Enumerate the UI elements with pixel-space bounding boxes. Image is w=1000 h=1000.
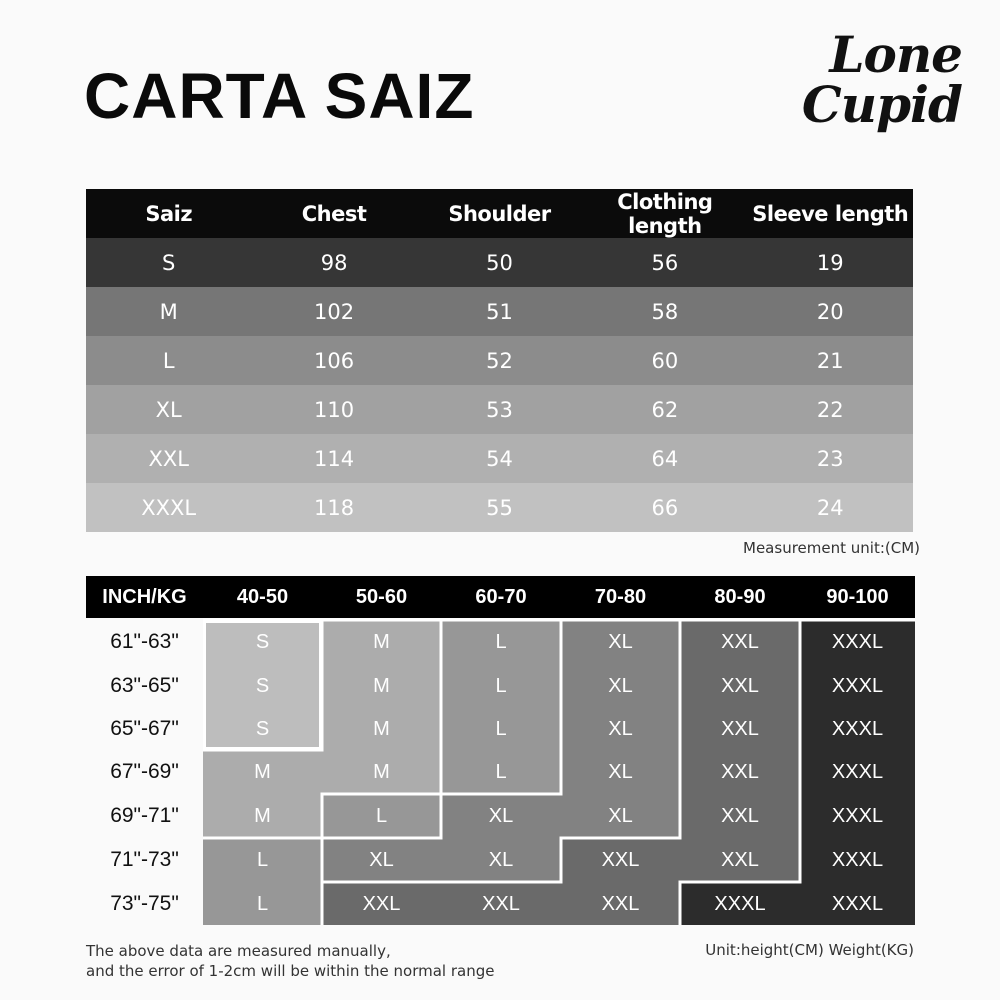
table-cell: 54 (417, 434, 582, 483)
table-cell: 56 (582, 238, 747, 287)
size-cell: M (373, 631, 390, 653)
table-row (86, 336, 913, 385)
table-cell: 106 (251, 336, 416, 385)
height-label: 73"-75" (110, 892, 179, 915)
weight-header: 70-80 (594, 586, 647, 608)
size-cell: XXL (721, 849, 759, 871)
size-table (86, 189, 913, 532)
size-cell: XL (369, 849, 394, 871)
size-cell: XXL (601, 893, 640, 915)
size-cell: XL (488, 849, 514, 871)
size-cell: XXL (721, 675, 759, 697)
table-cell: 62 (582, 385, 747, 434)
table-row (86, 434, 913, 483)
weight-header: 60-70 (475, 586, 527, 608)
table-cell: 20 (748, 287, 913, 336)
size-cell: M (373, 718, 390, 740)
size-table-header-row (86, 189, 913, 238)
size-cell: M (373, 675, 390, 697)
size-cell: XXL (601, 849, 640, 871)
table-cell: 50 (417, 238, 582, 287)
size-cell: XXL (721, 718, 759, 740)
size-cell: XXXL (831, 849, 884, 871)
size-cell: M (373, 761, 390, 783)
size-cell: L (375, 805, 388, 827)
table-cell: 19 (748, 238, 913, 287)
table-cell: 118 (251, 483, 416, 532)
table-cell: 51 (417, 287, 582, 336)
size-cell: M (254, 805, 271, 827)
table-cell: XXL (86, 434, 251, 483)
table-cell: 52 (417, 336, 582, 385)
size-cell: XXXL (831, 893, 884, 915)
size-cell: XXL (482, 893, 520, 915)
table-cell: 64 (582, 434, 747, 483)
disclaimer-line-2: and the error of 1-2cm will be within the normal range (86, 962, 495, 980)
table-cell: M (86, 287, 251, 336)
height-label: 71"-73" (110, 848, 179, 871)
size-cell: XL (608, 675, 633, 697)
table-cell: S (86, 238, 251, 287)
table-cell: L (86, 336, 251, 385)
table-cell: XXXL (86, 483, 251, 532)
size-cell: XL (608, 761, 633, 783)
size-cell: XXXL (714, 893, 766, 915)
table-cell: 58 (582, 287, 747, 336)
size-cell: XL (608, 718, 633, 740)
height-weight-size-chart (86, 576, 915, 925)
brand-logo: Lone Cupid (801, 25, 962, 134)
header-sleeve-length: Sleeve length (748, 189, 913, 238)
weight-header: 80-90 (714, 586, 766, 608)
table-cell: 66 (582, 483, 747, 532)
table-cell: 102 (251, 287, 416, 336)
weight-header: 40-50 (236, 586, 289, 608)
header-chest: Chest (251, 189, 416, 238)
size-cell: L (495, 631, 507, 653)
weight-header: 90-100 (826, 586, 889, 608)
weight-header: 50-60 (355, 586, 408, 608)
chart-corner-label: INCH/KG (102, 586, 187, 608)
disclaimer-line-1: The above data are measured manually, (86, 942, 391, 960)
size-cell: XXXL (831, 675, 884, 697)
table-cell: 23 (748, 434, 913, 483)
table-cell: 55 (417, 483, 582, 532)
size-cell: XXL (721, 761, 759, 783)
page-title: CARTA SAIZ (84, 60, 475, 132)
table-cell: 21 (748, 336, 913, 385)
size-cell: XXL (721, 805, 759, 827)
table-cell: XL (86, 385, 251, 434)
table-cell: 114 (251, 434, 416, 483)
units-note: Unit:height(CM) Weight(KG) (705, 941, 914, 959)
height-label: 69"-71" (110, 804, 179, 827)
size-cell: XXXL (831, 718, 884, 740)
size-cell: L (256, 849, 269, 871)
table-row (86, 483, 913, 532)
table-row (86, 385, 913, 434)
table-cell: 98 (251, 238, 416, 287)
header-clothing-length: Clothing length (582, 189, 747, 238)
header-size: Saiz (86, 189, 251, 238)
table-cell: 24 (748, 483, 913, 532)
size-cell: XXL (362, 893, 401, 915)
height-label: 65"-67" (110, 717, 179, 740)
size-cell: XXXL (831, 805, 884, 827)
height-label: 63"-65" (110, 674, 179, 697)
size-cell: L (256, 893, 269, 915)
size-cell: XXXL (831, 761, 884, 783)
size-cell: XXXL (831, 631, 884, 653)
table-cell: 22 (748, 385, 913, 434)
size-cell: S (255, 631, 270, 653)
header-shoulder: Shoulder (417, 189, 582, 238)
size-cell: S (255, 718, 270, 740)
table-row (86, 238, 913, 287)
table-row (86, 287, 913, 336)
table-cell: 60 (582, 336, 747, 385)
size-cell: XL (488, 805, 514, 827)
size-cell: M (254, 761, 271, 783)
height-label: 67"-69" (110, 760, 179, 783)
size-cell: S (255, 675, 270, 697)
size-cell: L (495, 675, 507, 697)
table-cell: 53 (417, 385, 582, 434)
size-cell: XXL (721, 631, 759, 653)
size-cell: L (495, 761, 507, 783)
measurement-disclaimer (86, 941, 494, 981)
size-cell: XL (608, 631, 633, 653)
table-cell: 110 (251, 385, 416, 434)
size-cell: XL (608, 805, 633, 827)
height-label: 61"-63" (110, 630, 179, 653)
size-cell: L (495, 718, 507, 740)
measurement-unit-note: Measurement unit:(CM) (743, 539, 920, 557)
